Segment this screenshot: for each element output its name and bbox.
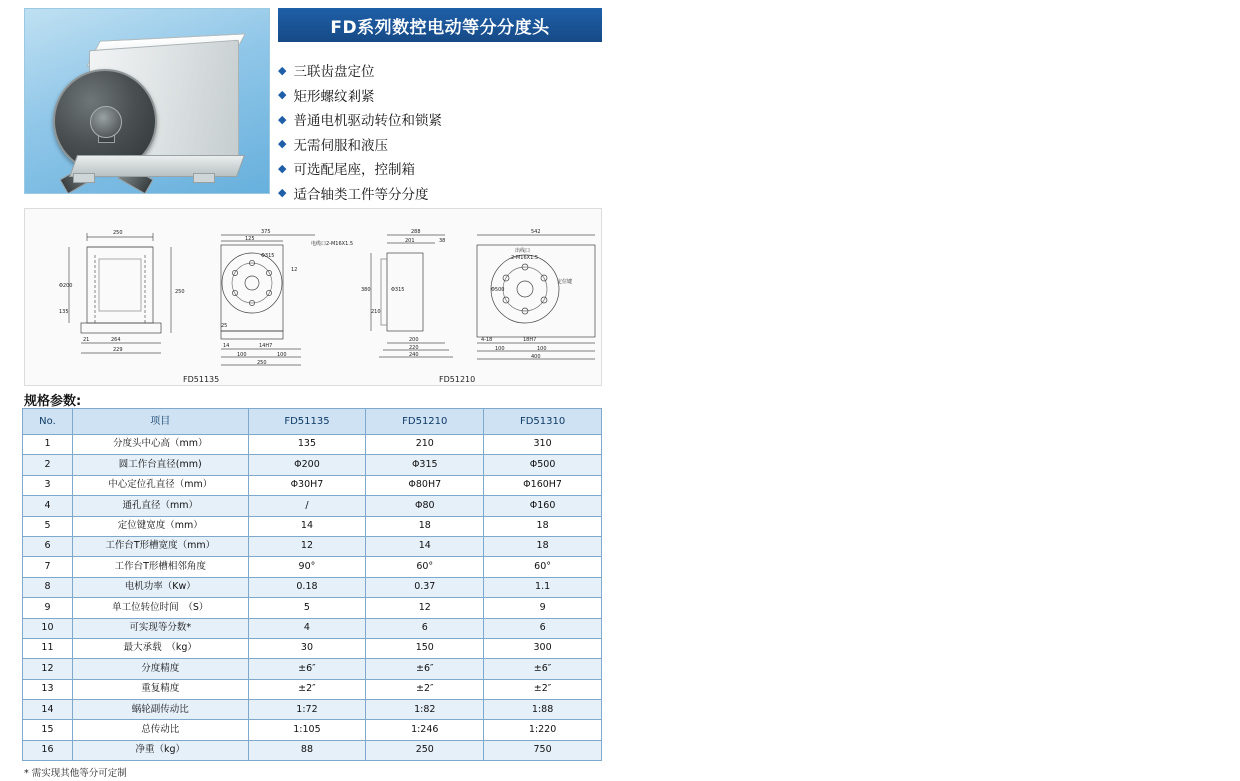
cell-fd51135: 0.18: [248, 577, 366, 597]
svg-text:125: 125: [245, 236, 255, 242]
table-row: [23, 679, 602, 699]
feature-item: [278, 156, 698, 181]
cell-item: 工作台T形槽相邻角度: [72, 557, 248, 577]
feature-label: 无需伺服和液压: [293, 137, 388, 154]
table-row: [23, 700, 602, 720]
table-row: [23, 618, 602, 638]
cell-no: 4: [23, 496, 73, 516]
cell-no: 8: [23, 577, 73, 597]
cell-fd51310: Φ160: [484, 496, 602, 516]
feature-label: 可选配尾座，控制箱: [293, 162, 415, 179]
table-row: [23, 435, 602, 455]
cell-fd51310: 750: [484, 740, 602, 760]
svg-text:2-M16X1.5: 2-M16X1.5: [511, 255, 539, 261]
diamond-bullet-icon: ◆: [278, 112, 287, 126]
cell-fd51135: Φ200: [248, 455, 366, 475]
svg-text:21: 21: [83, 337, 90, 343]
feature-label: 普通电机驱动转位和锁紧: [293, 113, 442, 130]
cell-fd51210: 250: [366, 740, 484, 760]
table-header-row: [23, 409, 602, 435]
cell-fd51210: 60°: [366, 557, 484, 577]
cell-item: 分度精度: [72, 659, 248, 679]
diamond-bullet-icon: ◆: [278, 88, 287, 102]
cell-no: 13: [23, 679, 73, 699]
cell-fd51135: 88: [248, 740, 366, 760]
svg-text:Φ315: Φ315: [391, 287, 405, 293]
cell-item: 中心定位孔直径（mm）: [72, 475, 248, 495]
cell-no: 16: [23, 740, 73, 760]
table-row: [23, 475, 602, 495]
cell-fd51135: 5: [248, 598, 366, 618]
cell-item: 总传动比: [72, 720, 248, 740]
svg-text:100: 100: [277, 352, 287, 358]
cell-fd51210: 14: [366, 536, 484, 556]
cell-item: 单工位转位时间 （S）: [72, 598, 248, 618]
col-header-fd51135: FD51135: [248, 409, 366, 435]
svg-text:Φ500: Φ500: [491, 287, 505, 293]
svg-text:288: 288: [411, 229, 421, 235]
svg-text:定位键: 定位键: [557, 279, 573, 285]
cell-no: 9: [23, 598, 73, 618]
feature-label: 适合轴类工件等分分度: [293, 186, 429, 203]
cell-fd51310: Φ500: [484, 455, 602, 475]
cell-fd51135: ±6″: [248, 659, 366, 679]
svg-text:201: 201: [405, 238, 415, 244]
cell-fd51310: 310: [484, 435, 602, 455]
spec-table: [22, 408, 602, 761]
table-row: [23, 659, 602, 679]
svg-text:250: 250: [113, 230, 123, 236]
feature-label: 三联齿盘定位: [293, 64, 375, 81]
table-row: [23, 740, 602, 760]
cell-fd51210: Φ315: [366, 455, 484, 475]
svg-text:14H7: 14H7: [259, 343, 273, 349]
svg-text:100: 100: [237, 352, 247, 358]
cell-fd51310: 6: [484, 618, 602, 638]
cell-fd51310: ±6″: [484, 659, 602, 679]
cell-fd51135: 1:105: [248, 720, 366, 740]
cell-fd51210: ±2″: [366, 679, 484, 699]
svg-text:出线口: 出线口: [515, 248, 531, 254]
cell-fd51310: 1:220: [484, 720, 602, 740]
drawing-caption-right: FD51210: [439, 375, 476, 384]
technical-drawings-svg: [25, 209, 603, 387]
svg-text:100: 100: [537, 346, 547, 352]
cell-fd51135: 14: [248, 516, 366, 536]
cell-item: 蜗轮副传动比: [72, 700, 248, 720]
feature-item: [278, 107, 698, 132]
svg-text:375: 375: [261, 229, 271, 235]
cell-no: 12: [23, 659, 73, 679]
cell-fd51210: 1:246: [366, 720, 484, 740]
cell-fd51310: 18: [484, 536, 602, 556]
machine-illustration: [47, 31, 247, 179]
svg-text:210: 210: [371, 309, 381, 315]
feature-item: [278, 58, 698, 83]
cell-no: 10: [23, 618, 73, 638]
cell-fd51310: Φ160H7: [484, 475, 602, 495]
svg-text:542: 542: [531, 229, 541, 235]
svg-text:200: 200: [409, 337, 419, 343]
svg-text:38: 38: [439, 238, 446, 244]
cell-fd51135: Φ30H7: [248, 475, 366, 495]
svg-text:264: 264: [111, 337, 121, 343]
col-header-fd51310: FD51310: [484, 409, 602, 435]
svg-text:240: 240: [409, 352, 419, 358]
diamond-bullet-icon: ◆: [278, 63, 287, 77]
svg-text:135: 135: [59, 309, 69, 315]
cell-fd51135: /: [248, 496, 366, 516]
svg-text:Φ200: Φ200: [59, 283, 73, 289]
cell-item: 通孔直径（mm）: [72, 496, 248, 516]
drawing-caption-left: FD51135: [183, 375, 220, 384]
cell-fd51310: ±2″: [484, 679, 602, 699]
cell-fd51210: Φ80H7: [366, 475, 484, 495]
cell-no: 2: [23, 455, 73, 475]
table-row: [23, 720, 602, 740]
cell-fd51210: ±6″: [366, 659, 484, 679]
cell-fd51310: 300: [484, 638, 602, 658]
table-row: [23, 516, 602, 536]
cell-item: 圆工作台直径(mm): [72, 455, 248, 475]
svg-text:25: 25: [221, 323, 228, 329]
cell-no: 11: [23, 638, 73, 658]
diamond-bullet-icon: ◆: [278, 186, 287, 200]
svg-text:18H7: 18H7: [523, 337, 537, 343]
feature-list: [278, 58, 698, 205]
chuck-jaw: [98, 111, 115, 143]
cell-item: 净重（kg）: [72, 740, 248, 760]
svg-text:100: 100: [495, 346, 505, 352]
cell-fd51135: 4: [248, 618, 366, 638]
cell-fd51135: 90°: [248, 557, 366, 577]
cell-no: 3: [23, 475, 73, 495]
machine-foot: [73, 173, 95, 183]
cell-no: 14: [23, 700, 73, 720]
cell-fd51210: Φ80: [366, 496, 484, 516]
table-row: [23, 557, 602, 577]
svg-text:229: 229: [113, 347, 123, 353]
cell-item: 定位键宽度（mm）: [72, 516, 248, 536]
table-row: [23, 638, 602, 658]
cell-no: 1: [23, 435, 73, 455]
cell-item: 可实现等分数*: [72, 618, 248, 638]
cell-item: 工作台T形槽宽度（mm）: [72, 536, 248, 556]
cell-fd51135: ±2″: [248, 679, 366, 699]
cell-no: 6: [23, 536, 73, 556]
cell-no: 5: [23, 516, 73, 536]
cell-fd51210: 150: [366, 638, 484, 658]
cell-fd51135: 30: [248, 638, 366, 658]
cell-fd51210: 210: [366, 435, 484, 455]
col-header-no: No.: [23, 409, 73, 435]
cell-fd51210: 6: [366, 618, 484, 638]
svg-text:Φ315: Φ315: [261, 253, 275, 259]
feature-label: 矩形螺纹剎紧: [293, 88, 375, 105]
table-row: [23, 598, 602, 618]
cell-fd51310: 1:88: [484, 700, 602, 720]
svg-text:400: 400: [531, 354, 541, 360]
technical-drawings-panel: [24, 208, 602, 386]
cell-no: 15: [23, 720, 73, 740]
feature-item: [278, 132, 698, 157]
diamond-bullet-icon: ◆: [278, 161, 287, 175]
spec-heading: 规格参数:: [24, 394, 82, 409]
svg-text:12: 12: [291, 267, 298, 273]
svg-text:380: 380: [361, 287, 371, 293]
svg-text:220: 220: [409, 345, 419, 351]
cell-fd51310: 18: [484, 516, 602, 536]
table-row: [23, 536, 602, 556]
svg-text:4-18: 4-18: [481, 337, 493, 343]
spec-table-container: [22, 408, 602, 761]
spec-table-body: [23, 435, 602, 761]
cell-fd51135: 12: [248, 536, 366, 556]
diamond-bullet-icon: ◆: [278, 137, 287, 151]
cell-fd51210: 0.37: [366, 577, 484, 597]
machine-foot: [193, 173, 215, 183]
cell-no: 7: [23, 557, 73, 577]
cell-fd51135: 1:72: [248, 700, 366, 720]
machine-base: [69, 155, 245, 177]
cell-item: 最大承载 （kg）: [72, 638, 248, 658]
cell-item: 电机功率（Kw）: [72, 577, 248, 597]
page-title: [278, 8, 602, 42]
feature-item: [278, 83, 698, 108]
page-title-text: FD系列数控电动等分分度头: [330, 17, 550, 38]
cell-fd51210: 12: [366, 598, 484, 618]
product-photo: [24, 8, 270, 194]
col-header-fd51210: FD51210: [366, 409, 484, 435]
svg-text:250: 250: [257, 360, 267, 366]
table-footnote: * 需实现其他等分可定制: [24, 768, 127, 779]
cell-item: 分度头中心高（mm）: [72, 435, 248, 455]
svg-text:14: 14: [223, 343, 230, 349]
cell-fd51135: 135: [248, 435, 366, 455]
cell-fd51210: 1:82: [366, 700, 484, 720]
feature-item: [278, 181, 698, 206]
table-row: [23, 496, 602, 516]
spec-table-head: [23, 409, 602, 435]
table-row: [23, 577, 602, 597]
cell-item: 重复精度: [72, 679, 248, 699]
table-row: [23, 455, 602, 475]
cell-fd51310: 1.1: [484, 577, 602, 597]
cell-fd51310: 60°: [484, 557, 602, 577]
cell-fd51310: 9: [484, 598, 602, 618]
col-header-item: 项目: [72, 409, 248, 435]
svg-text:电缆口2-M16X1.5: 电缆口2-M16X1.5: [311, 241, 354, 247]
svg-text:250: 250: [175, 289, 185, 295]
cell-fd51210: 18: [366, 516, 484, 536]
